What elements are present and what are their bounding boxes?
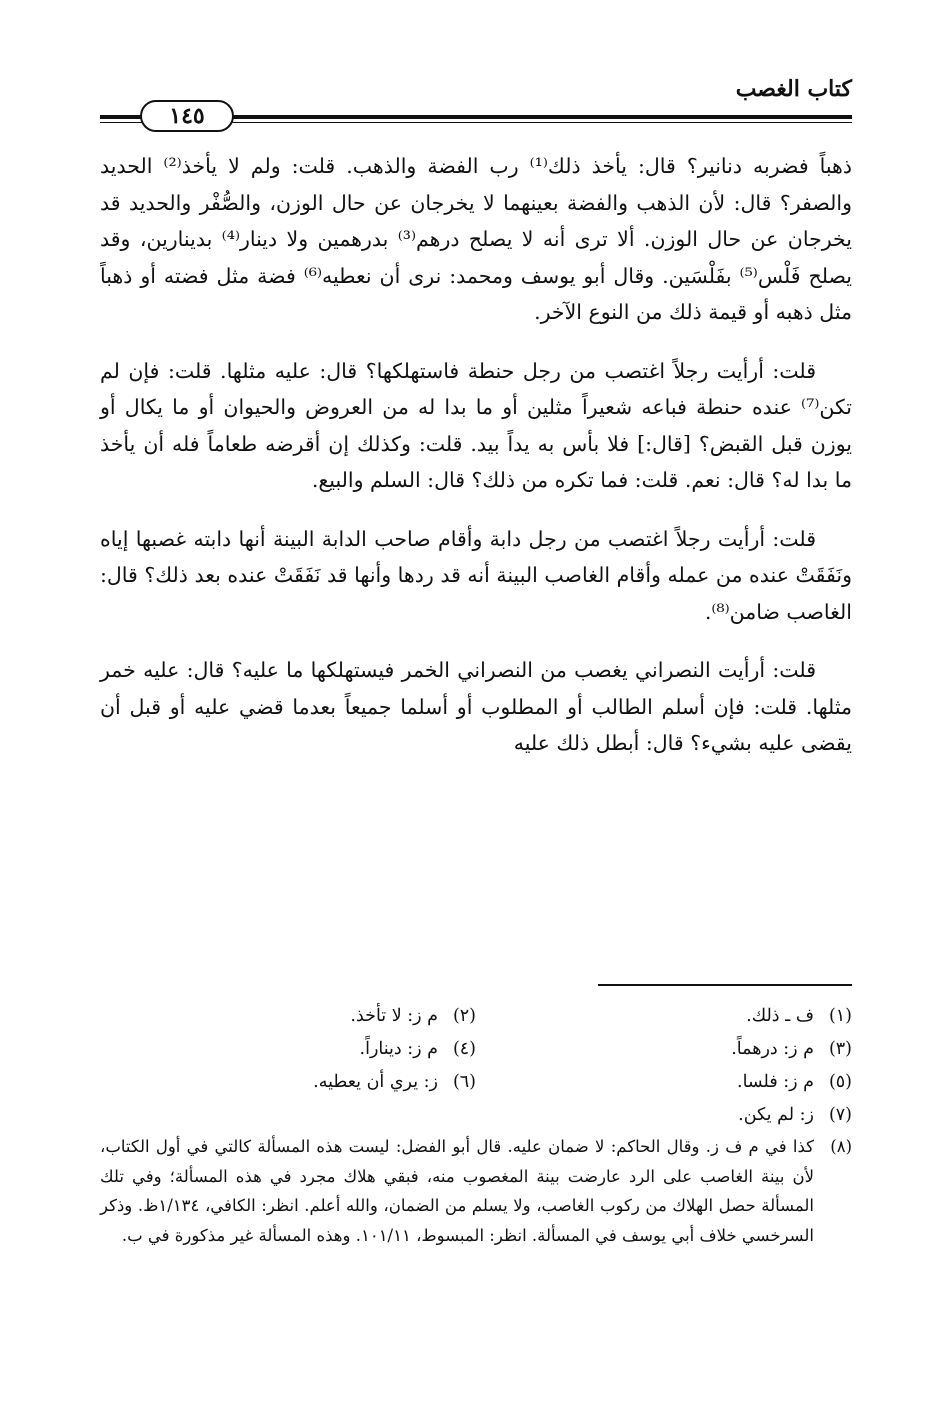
footnote bbox=[476, 1066, 852, 1099]
footnote bbox=[476, 1099, 852, 1132]
footnote-number: (٢) bbox=[452, 1006, 476, 1026]
footnote-number: (٣) bbox=[828, 1039, 852, 1059]
paragraph: ذهباً فضربه دنانير؟ قال: يأخذ ذلك⁽¹⁾ رب الفضة والذهب. قلت: ولم لا يأخذ⁽²⁾ الحديد والصفر؟ قال: لأن الذهب والفضة بعينهما لا يخرجان عن حال الوزن، والصُّفْر والحديد قد يخرجان عن حال الوزن. ألا ترى أنه لا يصلح درهم⁽³⁾ بدرهمين ولا دينار⁽⁴⁾ بدينارين، وقد يصلح فَلْس⁽⁵⁾ بفَلْسَين. وقال أبو يوسف ومحمد: نرى أن نعطيه⁽⁶⁾ فضة مثل فضته أو ذهباً مثل ذهبه أو قيمة ذلك من النوع الآخر. bbox=[100, 154, 852, 324]
footnote bbox=[100, 1000, 476, 1033]
footnote-row bbox=[100, 1033, 852, 1066]
footnote-text: كذا في م ف ز. وقال الحاكم: لا ضمان عليه. قال أبو الفضل: ليست هذه المسألة كالتي في أول الكتاب، لأن بينة الغاصب على الرد عارضت بينة المغصوب منه، فبقي هلاك مجرد في هذه المسألة؛ وفي تلك المسألة حصل الهلاك من ركوب الغاصب، ولا يسلم من الضمان، والله أعلم. انظر: الكافي، ١/١٣٤ظ. وذكر السرخسي خلاف أبي يوسف في المسألة. انظر: المبسوط، ١٠١/١١. وهذه المسألة غير مذكورة في ب. bbox=[100, 1137, 814, 1245]
footnote-number: (٦) bbox=[452, 1072, 476, 1092]
paragraph: قلت: أرأيت رجلاً اغتصب من رجل حنطة فاستهلكها؟ قال: عليه مثلها. قلت: فإن لم تكن⁽⁷⁾ عنده حنطة فباعه شعيراً مثلين أو ما بدا له من العروض والحيوان أو ما يكال أو يوزن قبل القبض؟ [قال:] فلا بأس به يداً بيد. قلت: وكذلك إن أقرضه طعاماً فله أن يأخذ ما بدا له؟ قال: نعم. قلت: فما تكره من ذلك؟ قال: السلم والبيع. bbox=[100, 358, 852, 492]
footnote-text: ف ـ ذلك. bbox=[746, 1006, 814, 1026]
footnote bbox=[100, 1066, 476, 1099]
footnote-row bbox=[100, 1000, 852, 1033]
footnote-number: (٥) bbox=[828, 1072, 852, 1092]
running-title: كتاب الغصب bbox=[735, 76, 852, 102]
footnotes bbox=[100, 1000, 852, 1250]
footnote-number: (٧) bbox=[828, 1105, 852, 1125]
footnote-row bbox=[100, 1099, 852, 1132]
footnote bbox=[100, 1033, 476, 1066]
footnote-text: م ز: درهماً. bbox=[731, 1039, 814, 1059]
footnote-separator bbox=[598, 984, 852, 986]
footnote-row bbox=[100, 1066, 852, 1099]
footnote-text: م ز: لا تأخذ. bbox=[350, 1006, 438, 1026]
footnote-text: ز: لم يكن. bbox=[738, 1105, 814, 1125]
footnote-number: (٤) bbox=[452, 1039, 476, 1059]
main-text bbox=[100, 148, 852, 784]
footnote-number: (١) bbox=[828, 1006, 852, 1026]
footnote bbox=[476, 1033, 852, 1066]
footnote-text: م ز: فلسا. bbox=[737, 1072, 814, 1092]
footnote-text: م ز: ديناراً. bbox=[359, 1039, 438, 1059]
footnote-number: (٨) bbox=[830, 1137, 852, 1156]
footnote bbox=[476, 1000, 852, 1033]
page-number: ١٤٥ bbox=[140, 100, 234, 132]
footnote-long bbox=[100, 1132, 852, 1250]
page-header bbox=[100, 70, 852, 132]
footnote-text: ز: يري أن يعطيه. bbox=[313, 1072, 438, 1092]
paragraph: قلت: أرأيت النصراني يغصب من النصراني الخمر فيستهلكها ما عليه؟ قال: عليه خمر مثلها. قلت: فإن أسلم الطالب أو المطلوب أو أسلما جميعاً بعدما قضي عليه أو قبل أن يقضى عليه بشيء؟ قال: أبطل ذلك عليه bbox=[100, 658, 852, 755]
paragraph: قلت: أرأيت رجلاً اغتصب من رجل دابة وأقام صاحب الدابة البينة أنها دابته غصبها إياه ونَفَقَتْ عنده من عمله وأقام الغاصب البينة أنه قد ردها وأنها قد نَفَقَتْ عنده بعد ذلك؟ قال: الغاصب ضامن⁽⁸⁾. bbox=[100, 526, 852, 624]
